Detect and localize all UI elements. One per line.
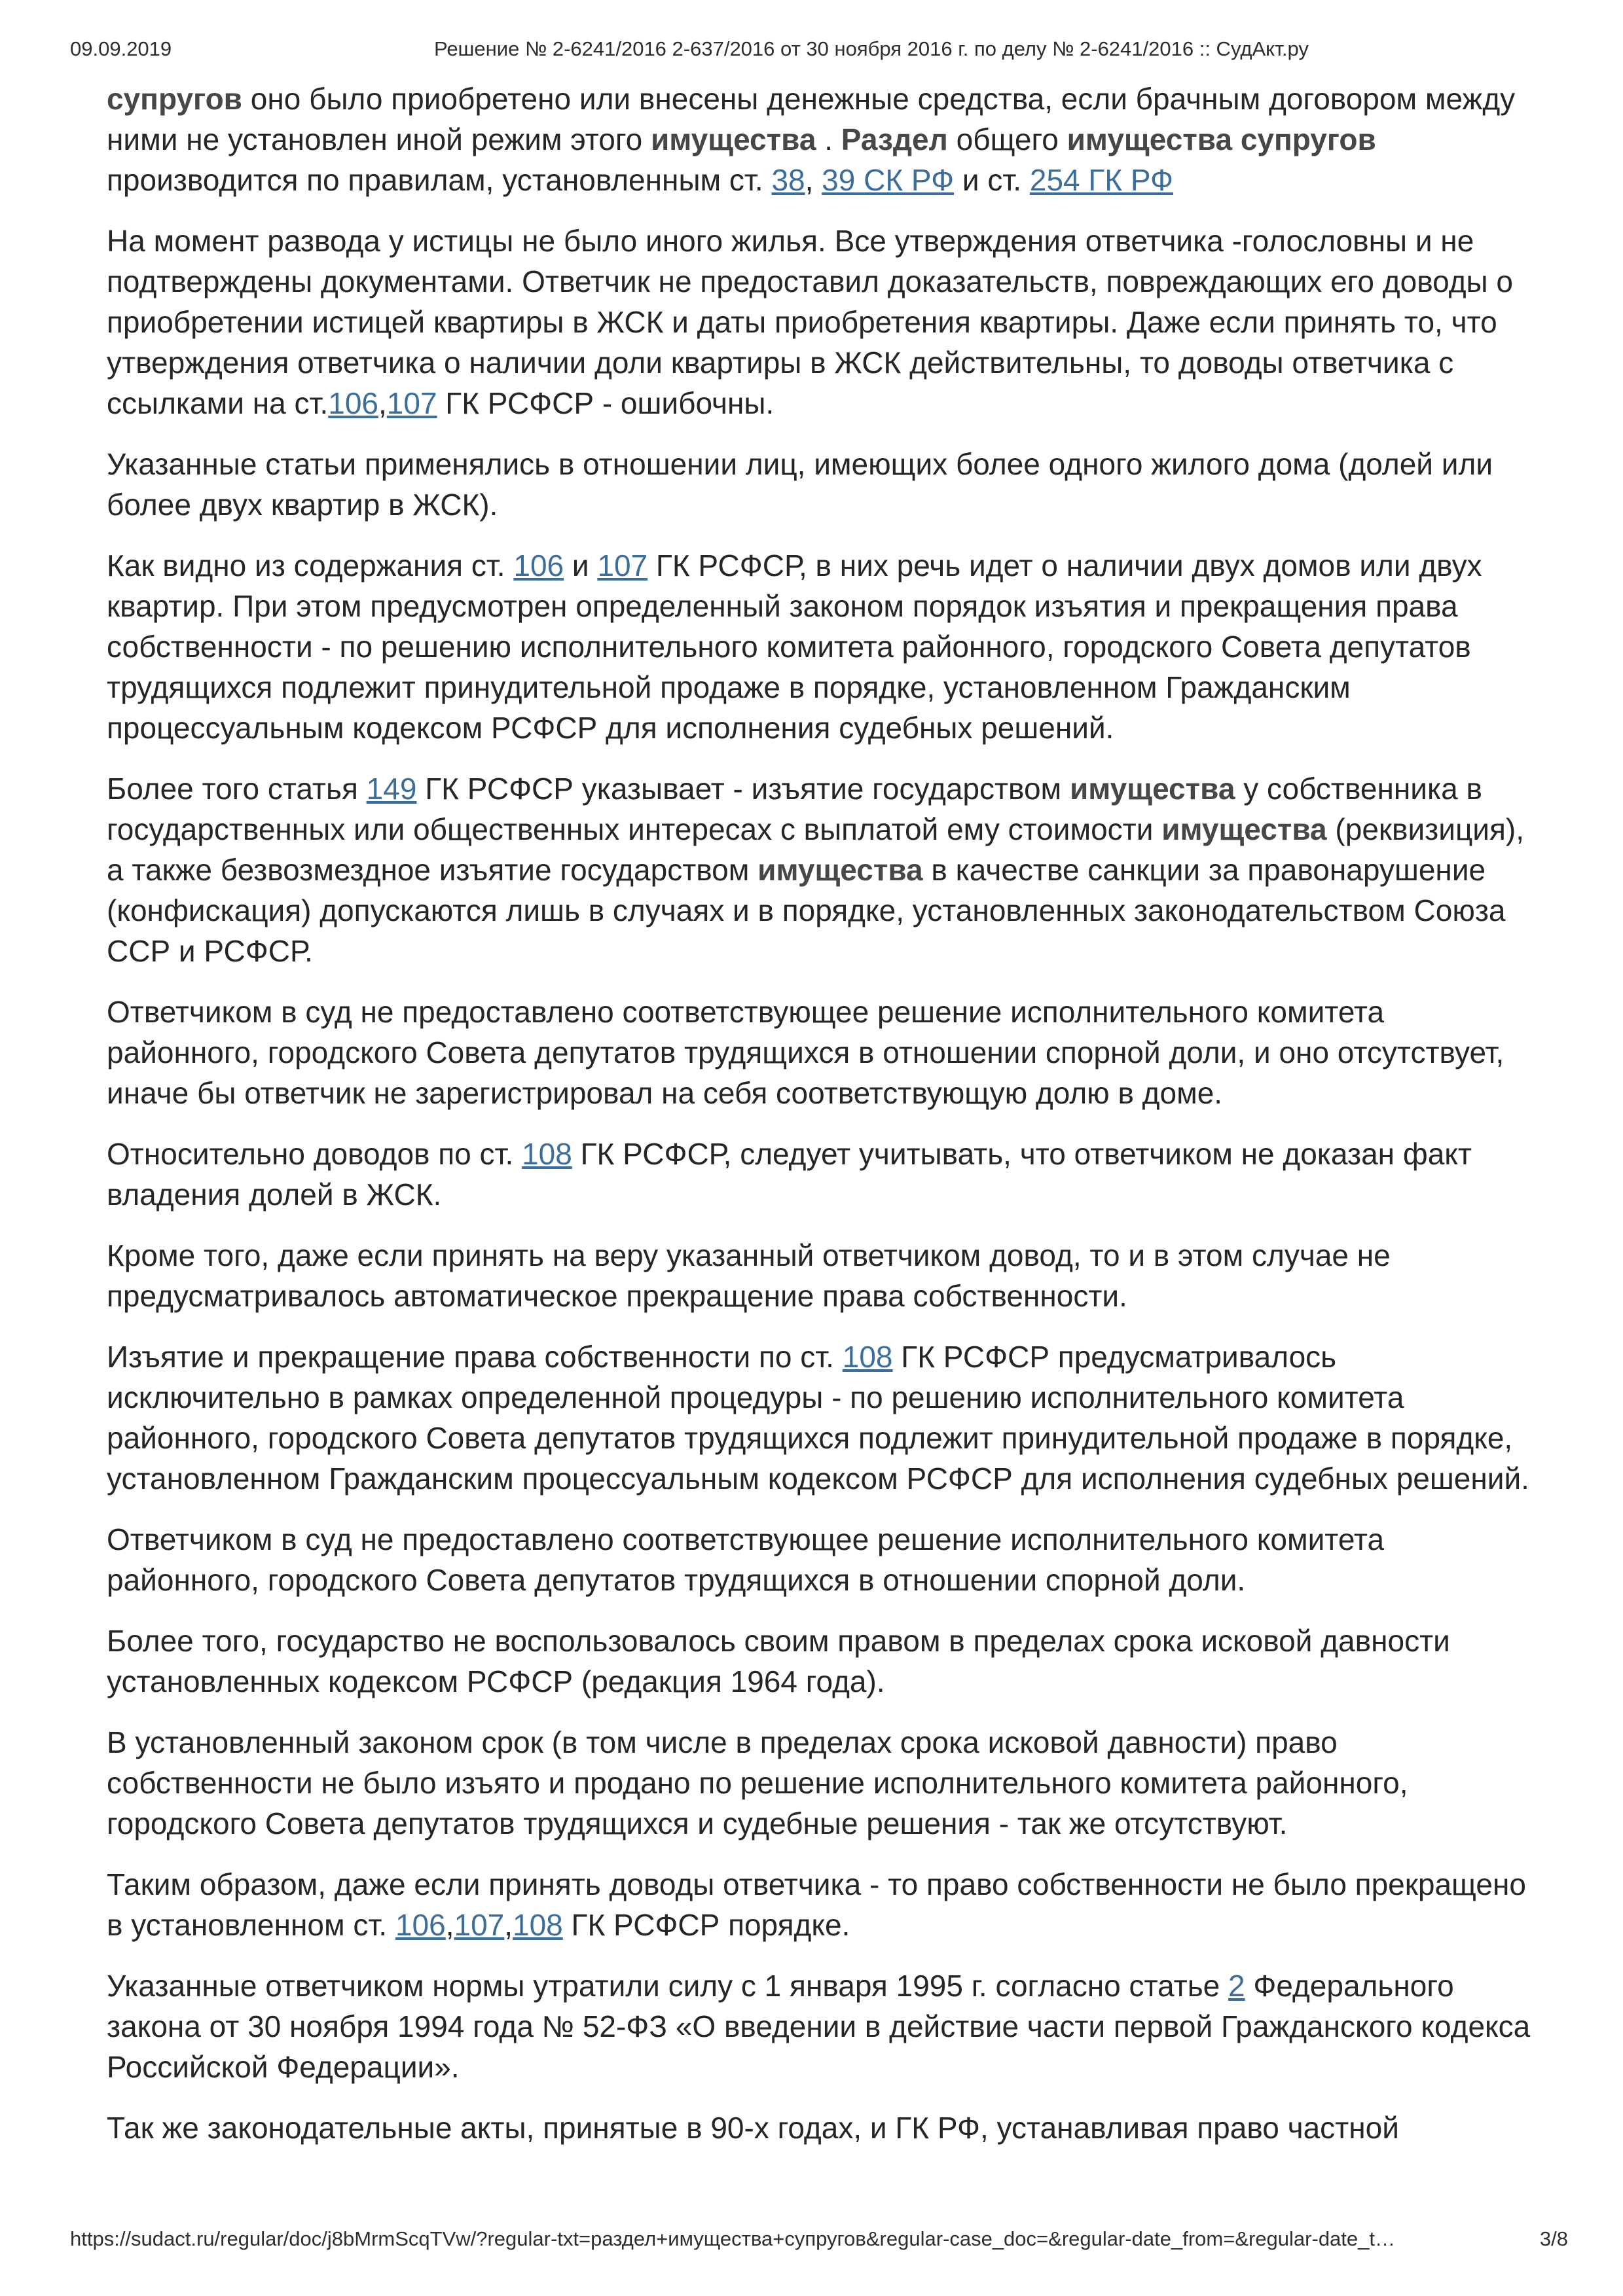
paragraph: [107, 1864, 1534, 1945]
statute-link[interactable]: 106: [513, 548, 564, 583]
statute-link[interactable]: 107: [597, 548, 648, 583]
paragraph: [107, 1519, 1534, 1600]
statute-link[interactable]: 106: [328, 386, 378, 420]
statute-link[interactable]: 107: [454, 1908, 505, 1942]
paragraph: [107, 768, 1534, 971]
text-run: Указанные статьи применялись в отношении лиц, имеющих более одного жилого дома (долей или более двух квартир в ЖСК).: [107, 447, 1493, 522]
text-run: Так же законодательные акты, принятые в 90-х годах, и ГК РФ, устанавливая право частной: [107, 2111, 1399, 2145]
statute-link[interactable]: 254 ГК РФ: [1029, 163, 1174, 197]
text-run: (реквизиция), а также безвозмездное изъятие государством: [107, 812, 1525, 887]
text-run: ГК РСФСР - ошибочны.: [437, 386, 775, 420]
text-run: Более того статья: [107, 772, 367, 806]
paragraph: [107, 545, 1534, 748]
text-run: ГК РСФСР порядке.: [562, 1908, 850, 1942]
statute-link[interactable]: 39 СК РФ: [822, 163, 955, 197]
text-run: ,: [504, 1908, 513, 1942]
text-run: Ответчиком в суд не предоставлено соответствующее решение исполнительного комитета районного, городского Совета депутатов трудящихся в отношении спорной доли.: [107, 1522, 1385, 1597]
footer-page-indicator: 3/8: [1539, 2227, 1568, 2250]
header-document-title: Решение № 2-6241/2016 2-637/2016 от 30 ноября 2016 г. по делу № 2-6241/2016 :: СудАкт.ру: [434, 37, 1309, 60]
highlighted-search-term: имущества: [650, 122, 816, 156]
highlighted-search-term: имущества: [757, 853, 923, 887]
statute-link[interactable]: 108: [513, 1908, 563, 1942]
text-run: ГК РСФСР, следует учитывать, что ответчиком не доказан факт владения долей в ЖСК.: [107, 1137, 1472, 1211]
text-run: и: [564, 548, 598, 583]
statute-link[interactable]: 108: [842, 1340, 893, 1374]
text-run: .: [816, 122, 841, 156]
statute-link[interactable]: 108: [522, 1137, 572, 1171]
text-run: и ст.: [954, 163, 1030, 197]
text-run: Более того, государство не воспользовалось своим правом в пределах срока исковой давности установленных кодексом РСФСР (редакция 1964 года).: [107, 1624, 1450, 1698]
highlighted-search-term: имущества: [1069, 772, 1235, 806]
text-run: Кроме того, даже если принять на веру указанный ответчиком довод, то и в этом случае не предусматривалось автоматическое прекращение права собственности.: [107, 1238, 1391, 1313]
highlighted-search-term: Раздел: [841, 122, 948, 156]
text-run: ,: [378, 386, 387, 420]
text-run: Федерального закона от 30 ноября 1994 года № 52-ФЗ «О введении в действие части первой Гражданского кодекса Российской Федерации».: [107, 1969, 1531, 2084]
statute-link[interactable]: 2: [1228, 1969, 1245, 2003]
paragraph: [107, 79, 1534, 200]
text-run: ГК РСФСР, в них речь идет о наличии двух домов или двух квартир. При этом предусмотрен определенный законом порядок изъятия и прекращения права собственности - по решению исполнительного комитета районного, городского Совета депутатов трудящихся подлежит принудительной продаже в порядке, установленном Гражданским процессуальным кодексом РСФСР для исполнения судебных решений.: [107, 548, 1482, 745]
text-run: Изъятие и прекращение права собственности по ст.: [107, 1340, 843, 1374]
paragraph: [107, 221, 1534, 423]
document-body: [107, 79, 1534, 2168]
text-run: ГК РСФСР указывает - изъятие государством: [416, 772, 1070, 806]
paragraph: [107, 1336, 1534, 1499]
statute-link[interactable]: 106: [395, 1908, 446, 1942]
paragraph: [107, 1965, 1534, 2087]
highlighted-search-term: супругов: [107, 82, 242, 116]
paragraph: [107, 992, 1534, 1113]
paragraph: [107, 1134, 1534, 1215]
text-run: Таким образом, даже если принять доводы ответчика - то право собственности не было прекращено в установленном ст.: [107, 1867, 1526, 1942]
text-run: ГК РСФСР предусматривалось исключительно в рамках определенной процедуры - по решению исполнительного комитета районного, городского Совета депутатов трудящихся подлежит принудительной продаже в порядке, установленном Гражданским процессуальным кодексом РСФСР для исполнения судебных решений.: [107, 1340, 1529, 1496]
highlighted-search-term: имущества супругов: [1067, 122, 1376, 156]
text-run: ,: [805, 163, 822, 197]
text-run: общего: [947, 122, 1067, 156]
statute-link[interactable]: 38: [771, 163, 805, 197]
paragraph: [107, 1722, 1534, 1844]
text-run: Как видно из содержания ст.: [107, 548, 514, 583]
statute-link[interactable]: 149: [366, 772, 417, 806]
text-run: оно было приобретено или внесены денежные средства, если брачным договором между ними не установлен иной режим этого: [107, 82, 1516, 156]
paragraph: [107, 2108, 1534, 2148]
text-run: На момент развода у истицы не было иного жилья. Все утверждения ответчика -голословны и не подтверждены документами. Ответчик не предоставил доказательств, повреждающих его доводы о приобретении истицей квартиры в ЖСК и даты приобретения квартиры. Даже если принять то, что утверждения ответчика о наличии доли квартиры в ЖСК действительны, то доводы ответчика с ссылками на ст.: [107, 224, 1513, 420]
text-run: Относительно доводов по ст.: [107, 1137, 522, 1171]
header-print-date: 09.09.2019: [70, 37, 172, 60]
paragraph: [107, 444, 1534, 525]
footer-source-url: https://sudact.ru/regular/doc/j8bMrmScqTVw/?regular-txt=раздел+имущества+супругов&regular-case_doc=&regular-date_from=&regular-date_t…: [70, 2227, 1396, 2250]
paragraph: [107, 1235, 1534, 1316]
text-run: ,: [445, 1908, 454, 1942]
paragraph: [107, 1621, 1534, 1702]
text-run: в качестве санкции за правонарушение (конфискация) допускаются лишь в случаях и в порядке, установленных законодательством Союза ССР и РСФСР.: [107, 853, 1506, 968]
highlighted-search-term: имущества: [1161, 812, 1327, 846]
text-run: Ответчиком в суд не предоставлено соответствующее решение исполнительного комитета районного, городского Совета депутатов трудящихся в отношении спорной доли, и оно отсутствует, иначе бы ответчик не зарегистрировал на себя соответствующую долю в доме.: [107, 995, 1504, 1110]
text-run: производится по правилам, установленным ст.: [107, 163, 772, 197]
statute-link[interactable]: 107: [386, 386, 437, 420]
text-run: Указанные ответчиком нормы утратили силу с 1 января 1995 г. согласно статье: [107, 1969, 1229, 2003]
text-run: В установленный законом срок (в том числе в пределах срока исковой давности) право собственности не было изъято и продано по решение исполнительного комитета районного, городского Совета депутатов трудящихся и судебные решения - так же отсутствуют.: [107, 1725, 1408, 1840]
text-run: у собственника в государственных или общественных интересах с выплатой ему стоимости: [107, 772, 1482, 846]
